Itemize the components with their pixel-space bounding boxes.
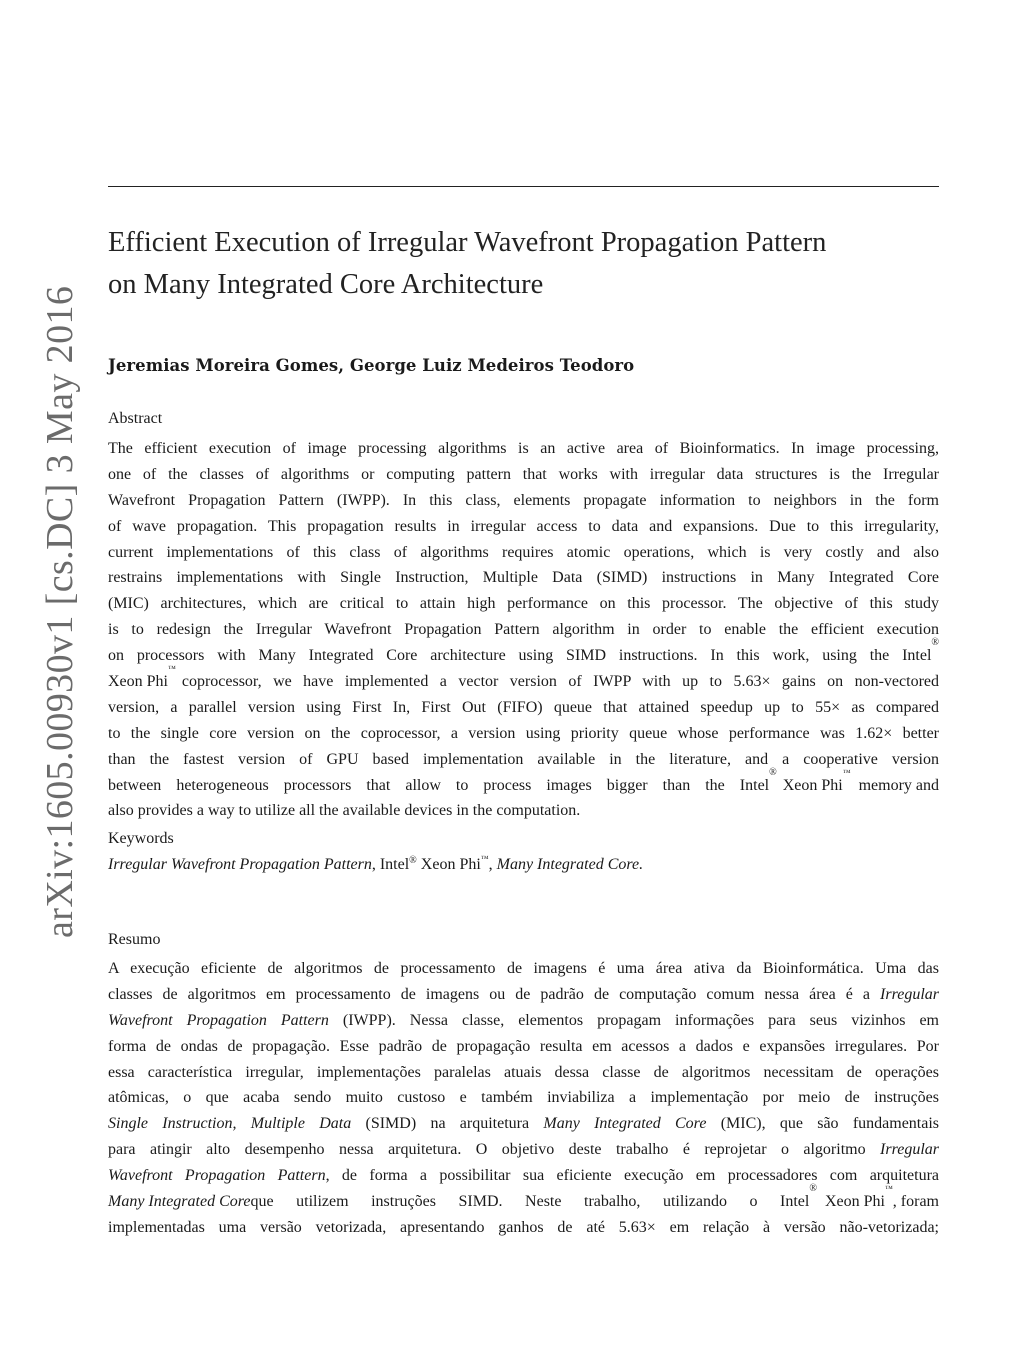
title-rule (108, 186, 939, 187)
abstract-line: version, a parallel version using First In, First Out (FIFO) queue that attained speedup up to 55× as compared (108, 698, 939, 716)
abstract-line: Wavefront Propagation Pattern (IWPP). In this class, elements propagate information to neighbors in the form (108, 491, 939, 509)
abstract-line: of wave propagation. This propagation results in irregular access to data and expansions. Due to this irregularity, (108, 517, 939, 535)
resumo-text: (MIC), que são fundamentais (706, 1115, 940, 1133)
abstract-line-text: memory and (858, 776, 939, 794)
abstract-line (108, 637, 939, 669)
resumo-italic: Wavefront Propagation Pattern (108, 1167, 326, 1185)
abstract-line: current implementations of this class of algorithms requires atomic operations, which is very costly and also (108, 543, 939, 561)
authors: Jeremias Moreira Gomes, George Luiz Medeiros Teodoro (108, 356, 635, 375)
abstract-heading: Abstract (108, 410, 163, 427)
abstract-line: one of the classes of algorithms or computing pattern that works with irregular data structures is the Irregular (108, 465, 939, 483)
resumo-line: atômicas, o que acaba sendo muito custoso e também inviabiliza a implementação por meio de instruções (108, 1089, 939, 1107)
resumo-heading: Resumo (108, 931, 161, 948)
resumo-line (108, 1111, 939, 1137)
xeon-phi-text: Xeon Phi (824, 1193, 885, 1211)
resumo-line (108, 1137, 939, 1163)
abstract-line (108, 766, 939, 799)
trademark-mark: ™ (884, 1184, 893, 1194)
resumo-text: classes de algoritmos em processamento de imagens ou de padrão de computação comum nessa área é a (108, 985, 881, 1003)
resumo-italic: Single Instruction, Multiple Data (108, 1115, 352, 1133)
resumo-line: forma de ondas de propagação. Esse padrão de propagação resulta em acessos a dados e expansões irregulares. Por (108, 1037, 939, 1055)
abstract-body (108, 436, 939, 824)
resumo-italic: Many Integrated Core (108, 1193, 251, 1211)
registered-mark: ® (409, 855, 417, 866)
trademark-mark: ™ (842, 767, 851, 777)
abstract-line: than the fastest version of GPU based implementation available in the literature, and a cooperative version (108, 750, 939, 768)
resumo-text: para atingir alto desempenho nessa arquitetura. O objetivo deste trabalho é reprojetar o algoritmo (108, 1141, 881, 1159)
abstract-line: also provides a way to utilize all the available devices in the computation. (108, 802, 581, 820)
title-line-2: on Many Integrated Core Architecture (108, 269, 544, 300)
xeon-phi-text: Xeon Phi (108, 673, 168, 691)
keyword-sep: , (488, 856, 497, 873)
paper-title (108, 222, 948, 306)
abstract-line: restrains implementations with Single Instruction, Multiple Data (SIMD) instructions in Many Integrated Core (108, 569, 939, 587)
abstract-line-text: on processors with Many Integrated Core architecture using SIMD instructions. In this work, using the Intel (108, 647, 932, 665)
trademark-mark: ™ (168, 664, 176, 674)
abstract-line: is to redesign the Irregular Wavefront Propagation Pattern algorithm in order to enable the efficient execution (108, 621, 939, 639)
abstract-line-text: between heterogeneous processors that allow to process images bigger than the Intel (108, 776, 770, 794)
arxiv-watermark: arXiv:1605.00930v1 [cs.DC] 3 May 2016 (39, 285, 81, 938)
registered-mark: ® (809, 1183, 817, 1195)
resumo-line (108, 1183, 939, 1215)
abstract-line (108, 664, 939, 695)
keywords-list (108, 856, 643, 874)
trademark-mark: ™ (480, 854, 489, 863)
resumo-line: implementadas uma versão vetorizada, apresentando ganhos de até 5.63× em relação à versão não-vetorizada; (108, 1218, 939, 1236)
registered-mark: ® (769, 766, 777, 778)
registered-mark: ® (931, 637, 939, 649)
resumo-italic: Irregular (880, 985, 939, 1003)
keyword-xeon: Xeon Phi (416, 856, 481, 873)
resumo-text: (SIMD) na arquitetura (351, 1115, 544, 1133)
abstract-line: The efficient execution of image processing algorithms is an active area of Bioinformatics. In image processing, (108, 440, 939, 457)
keyword-mic: Many Integrated Core. (496, 856, 644, 873)
resumo-line: A execução eficiente de algoritmos de processamento de imagens é uma área ativa da Bioinformática. Uma das (108, 960, 939, 977)
resumo-italic: Wavefront Propagation Pattern (108, 1011, 329, 1029)
xeon-phi-text: Xeon Phi (782, 776, 843, 794)
resumo-text: (IWPP). Nessa classe, elementos propagam informações para seus vizinhos em (328, 1011, 939, 1029)
resumo-line: essa característica irregular, implementações paralelas atuais dessa classe de algoritmos necessitam de operações (108, 1063, 939, 1081)
keyword-iwpp: Irregular Wavefront Propagation Pattern (108, 856, 372, 873)
resumo-text: , de forma a possibilitar sua eficiente execução em processadores com arquitetura (325, 1167, 939, 1185)
resumo-italic: Many Integrated Core (543, 1115, 707, 1133)
resumo-line (108, 1008, 939, 1034)
title-line-1: Efficient Execution of Irregular Wavefront Propagation Pattern (108, 227, 827, 258)
resumo-text: , foram (892, 1193, 939, 1211)
abstract-line: to the single core version on the coprocessor, a version using priority queue whose performance was 1.62× better (108, 724, 939, 742)
abstract-line-text: coprocessor, we have implemented a vector version of IWPP with up to 5.63× gains on non-vectored (181, 673, 939, 691)
keyword-sep: , Intel (371, 856, 410, 873)
resumo-line (108, 982, 939, 1008)
resumo-italic: Irregular (880, 1141, 939, 1159)
resumo-text: que utilizem instruções SIMD. Neste trabalho, utilizando o Intel (250, 1193, 810, 1211)
abstract-line: (MIC) architectures, which are critical to attain high performance on this processor. The objective of this study (108, 595, 939, 613)
resumo-body (108, 956, 939, 1241)
keywords-heading: Keywords (108, 830, 174, 847)
